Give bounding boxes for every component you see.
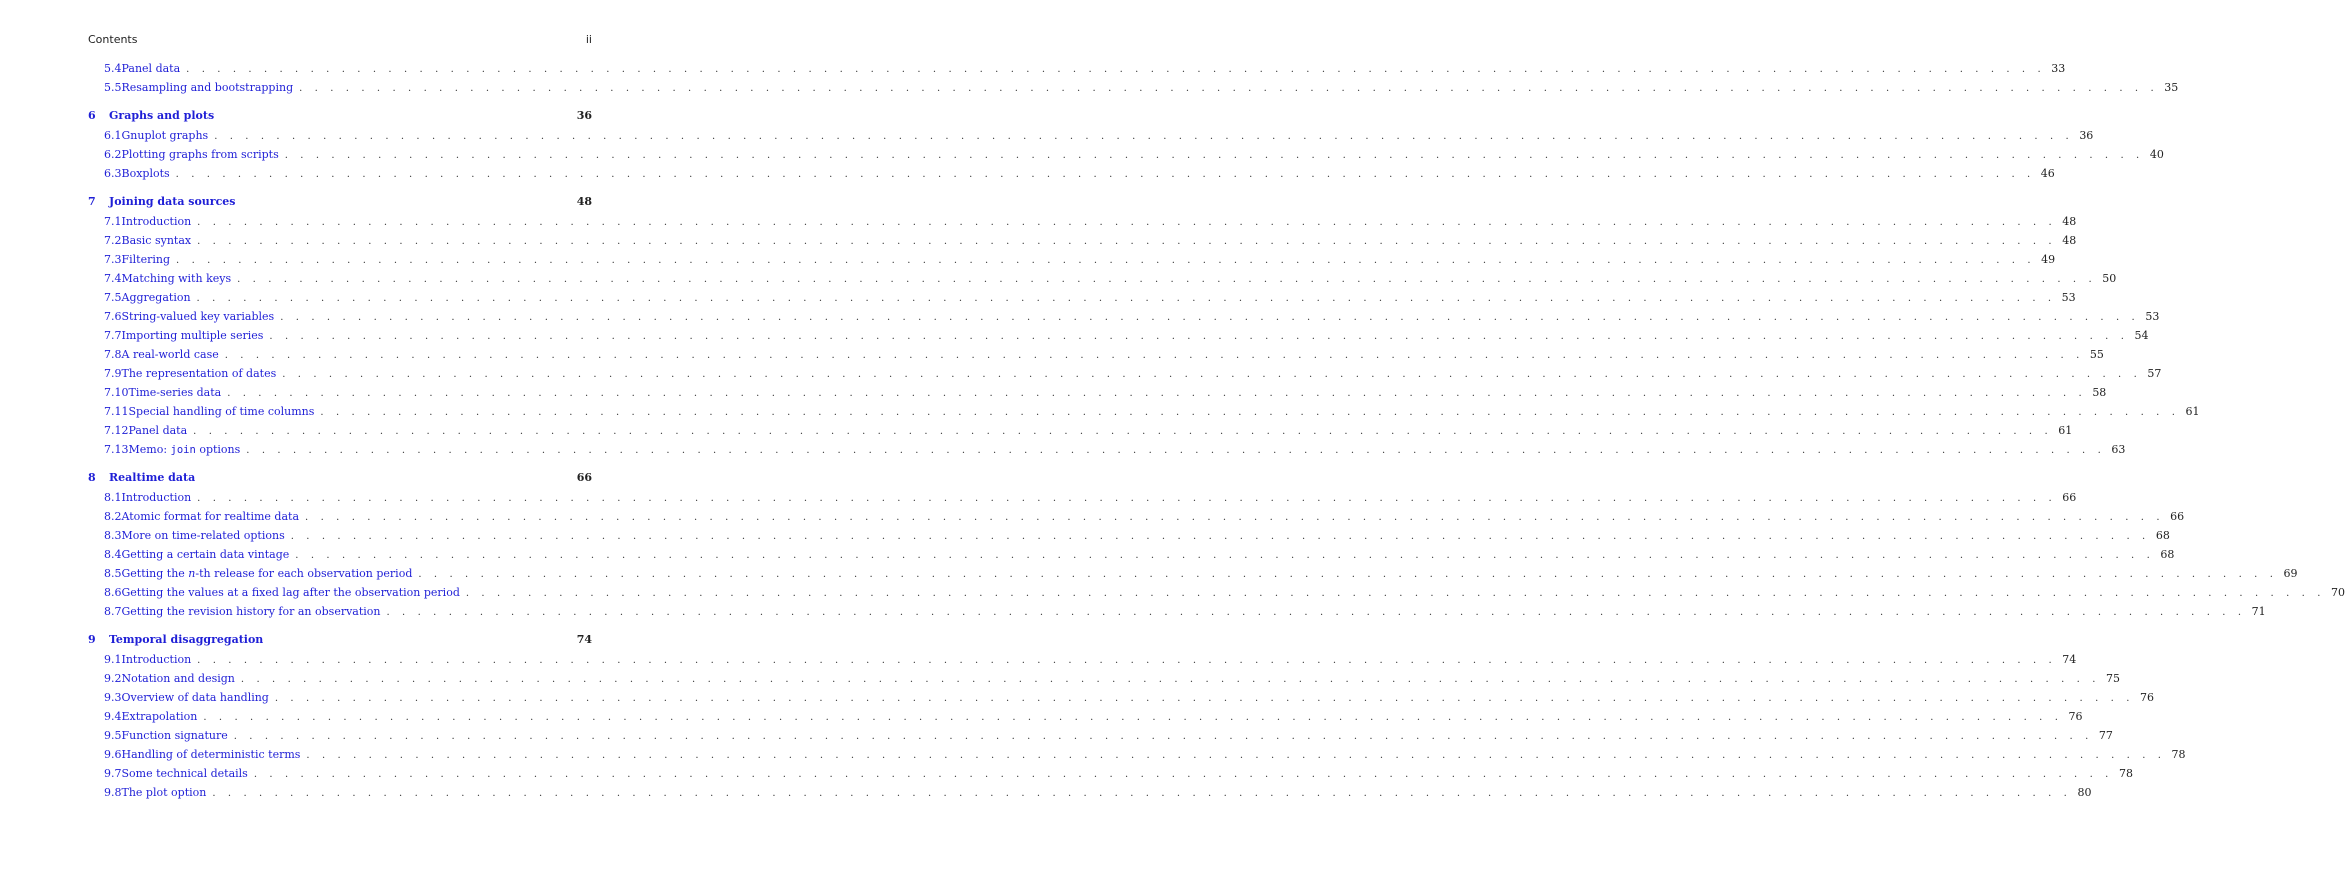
toc-section-entry[interactable] [88,691,2154,710]
section-title: String-valued key variables [121,310,275,323]
page-number: 50 [2102,272,2117,285]
section-title: Notation and design [121,672,235,685]
section-title: Memo: join options [128,443,241,456]
section-title: Introduction [121,215,192,228]
section-number: 9.5 [104,729,122,742]
section-number: 9.6 [104,748,122,761]
page-number: 68 [2160,548,2175,561]
section-number: 9.3 [104,691,122,704]
toc-chapter-entry[interactable] [88,195,592,215]
page-number: 58 [2092,386,2107,399]
toc-section-entry[interactable] [88,405,2200,424]
section-number: 8.2 [104,510,122,523]
section-title: Gnuplot graphs [121,129,209,142]
section-number: 7.11 [104,405,129,418]
toc-section-entry[interactable] [88,148,2164,167]
chapter-number: 7 [88,195,96,208]
toc-chapter-entry[interactable] [88,471,592,491]
section-title: Function signature [121,729,228,742]
section-title: Special handling of time columns [128,405,315,418]
dot-leader: . . . . . . . . . . . . . . . . . . . . . . . . . . . . . . . . . . . . . . . . . . . . . . . . . . . . . . . . . . . . . . . . . . . . . . . . . . . . . . . . . . . . . . . . . . . . . . . . . . . . . . . . . . . . . . . . . . . . . . . . [197,236,2057,247]
page-number: 33 [2051,62,2066,75]
section-title: Getting the revision history for an observation [121,605,381,618]
page-number: 53 [2061,291,2076,304]
dot-leader: . . . . . . . . . . . . . . . . . . . . . . . . . . . . . . . . . . . . . . . . . . . . . . . . . . . . . . . . . . . . . . . . . . . . . . . . . . . . . . . . . . . . . . . . . . . . . . . . . . . . . . . . . . . . . . . . . . . . . . . . [246,445,2106,456]
toc-chapter-block [88,471,2345,624]
chapter-number: 6 [88,109,96,122]
section-number: 7.4 [104,272,122,285]
section-title: Filtering [121,253,171,266]
section-number: 6.2 [104,148,122,161]
chapter-title: Realtime data [109,471,196,484]
chapter-title: Temporal disaggregation [109,633,264,646]
section-number: 6.1 [104,129,122,142]
page-number: 71 [2251,605,2266,618]
page-number: 78 [2118,767,2133,780]
page-number: 54 [2134,329,2149,342]
section-number: 9.4 [104,710,122,723]
toc-section-entry[interactable] [88,386,2107,405]
section-number: 9.7 [104,767,122,780]
toc-section-entry[interactable] [88,367,2162,386]
page-number: 75 [2106,672,2121,685]
section-title: Panel data [128,424,188,437]
section-number: 7.9 [104,367,122,380]
toc-section-entry[interactable] [88,310,2160,329]
toc-section-entry[interactable] [88,510,2185,529]
toc-section-entry[interactable] [88,767,2133,786]
section-title: Atomic format for realtime data [121,510,300,523]
dot-leader: . . . . . . . . . . . . . . . . . . . . . . . . . . . . . . . . . . . . . . . . . . . . . . . . . . . . . . . . . . . . . . . . . . . . . . . . . . . . . . . . . . . . . . . . . . . . . . . . . . . . . . . . . . . . . . . . . . . . . . . . [418,569,2278,580]
section-number: 8.3 [104,529,122,542]
toc-section-entry[interactable] [88,605,2266,624]
dot-leader: . . . . . . . . . . . . . . . . . . . . . . . . . . . . . . . . . . . . . . . . . . . . . . . . . . . . . . . . . . . . . . . . . . . . . . . . . . . . . . . . . . . . . . . . . . . . . . . . . . . . . . . . . . . . . . . . . . . . . . . . [196,293,2056,304]
section-number: 9.2 [104,672,122,685]
toc-section-entry[interactable] [88,215,2077,234]
page-number: 48 [2062,215,2077,228]
section-number: 8.6 [104,586,122,599]
section-number: 7.3 [104,253,122,266]
dot-leader: . . . . . . . . . . . . . . . . . . . . . . . . . . . . . . . . . . . . . . . . . . . . . . . . . . . . . . . . . . . . . . . . . . . . . . . . . . . . . . . . . . . . . . . . . . . . . . . . . . . . . . . . . . . . . . . . . . . . . . . . [227,388,2087,399]
toc-section-entry[interactable] [88,672,2121,691]
toc-section-entry[interactable] [88,586,2345,605]
toc-section-entry[interactable] [88,253,2056,272]
section-number: 7.13 [104,443,129,456]
section-number: 7.7 [104,329,122,342]
toc-chapter-block [88,109,2164,186]
toc-section-entry[interactable] [88,567,2298,586]
section-title: Getting a certain data vintage [121,548,290,561]
section-title: Some technical details [121,767,248,780]
chapter-number: 8 [88,471,96,484]
dot-leader: . . . . . . . . . . . . . . . . . . . . . . . . . . . . . . . . . . . . . . . . . . . . . . . . . . . . . . . . . . . . . . . . . . . . . . . . . . . . . . . . . . . . . . . . . . . . . . . . . . . . . . . . . . . . . . . . . . . . . . . . [284,150,2144,161]
dot-leader: . . . . . . . . . . . . . . . . . . . . . . . . . . . . . . . . . . . . . . . . . . . . . . . . . . . . . . . . . . . . . . . . . . . . . . . . . . . . . . . . . . . . . . . . . . . . . . . . . . . . . . . . . . . . . . . . . . . . . . . . [237,274,2097,285]
toc-section-entry[interactable] [88,272,2117,291]
toc-section-entry[interactable] [88,729,2113,748]
chapter-title: Graphs and plots [109,109,215,122]
dot-leader: . . . . . . . . . . . . . . . . . . . . . . . . . . . . . . . . . . . . . . . . . . . . . . . . . . . . . . . . . . . . . . . . . . . . . . . . . . . . . . . . . . . . . . . . . . . . . . . . . . . . . . . . . . . . . . . . . . . . . . . . [253,769,2113,780]
page-number: 74 [2062,653,2077,666]
page-number: 66 [576,471,592,484]
section-title: Getting the values at a fixed lag after the observation period [121,586,460,599]
header-title: Contents [88,33,138,46]
toc-section-entry[interactable] [88,653,2077,672]
header-page-number: ii [585,33,592,46]
page-number: 66 [2062,491,2077,504]
toc-section-entry[interactable] [88,529,2170,548]
chapter-title: Joining data sources [109,195,236,208]
section-title: The representation of dates [121,367,277,380]
toc-section-entry[interactable] [88,62,2066,81]
chapter-number: 9 [88,633,96,646]
section-number: 9.1 [104,653,122,666]
toc-section-entry[interactable] [88,491,2077,510]
section-number: 7.1 [104,215,122,228]
dot-leader: . . . . . . . . . . . . . . . . . . . . . . . . . . . . . . . . . . . . . . . . . . . . . . . . . . . . . . . . . . . . . . . . . . . . . . . . . . . . . . . . . . . . . . . . . . . . . . . . . . . . . . . . . . . . . . . . . . . . . . . . [193,426,2053,437]
section-title: More on time-related options [121,529,285,542]
dot-leader: . . . . . . . . . . . . . . . . . . . . . . . . . . . . . . . . . . . . . . . . . . . . . . . . . . . . . . . . . . . . . . . . . . . . . . . . . . . . . . . . . . . . . . . . . . . . . . . . . . . . . . . . . . . . . . . . . . . . . . . . [465,588,2325,599]
running-header [88,33,592,46]
toc-section-entry[interactable] [88,167,2055,186]
page-number: 48 [576,195,592,208]
toc-section-entry[interactable] [88,443,2126,462]
table-of-contents [88,62,2345,814]
dot-leader: . . . . . . . . . . . . . . . . . . . . . . . . . . . . . . . . . . . . . . . . . . . . . . . . . . . . . . . . . . . . . . . . . . . . . . . . . . . . . . . . . . . . . . . . . . . . . . . . . . . . . . . . . . . . . . . . . . . . . . . . [306,750,2166,761]
section-title: Importing multiple series [121,329,264,342]
section-title: Basic syntax [121,234,192,247]
toc-chapter-entry[interactable] [88,109,592,129]
page-number: 49 [2041,253,2056,266]
toc-section-entry[interactable] [88,748,2186,767]
page-number: 80 [2077,786,2092,799]
section-number: 8.5 [104,567,122,580]
toc-section-entry[interactable] [88,548,2175,567]
toc-section-entry[interactable] [88,786,2092,805]
page-number: 61 [2058,424,2073,437]
dot-leader: . . . . . . . . . . . . . . . . . . . . . . . . . . . . . . . . . . . . . . . . . . . . . . . . . . . . . . . . . . . . . . . . . . . . . . . . . . . . . . . . . . . . . . . . . . . . . . . . . . . . . . . . . . . . . . . . . . . . . . . . [203,712,2063,723]
page-number: 77 [2098,729,2113,742]
page-number: 35 [2164,81,2179,94]
page-number: 63 [2111,443,2126,456]
page-number: 76 [2068,710,2083,723]
page-number: 78 [2171,748,2186,761]
dot-leader: . . . . . . . . . . . . . . . . . . . . . . . . . . . . . . . . . . . . . . . . . . . . . . . . . . . . . . . . . . . . . . . . . . . . . . . . . . . . . . . . . . . . . . . . . . . . . . . . . . . . . . . . . . . . . . . . . . . . . . . . [295,550,2155,561]
section-number: 6.3 [104,167,122,180]
toc-section-entry[interactable] [88,348,2104,367]
page-number: 36 [576,109,592,122]
page-number: 74 [576,633,592,646]
section-title: Handling of deterministic terms [121,748,301,761]
page-number: 53 [2145,310,2160,323]
section-title: Extrapolation [121,710,198,723]
toc-section-entry[interactable] [88,81,2179,100]
section-number: 9.8 [104,786,122,799]
dot-leader: . . . . . . . . . . . . . . . . . . . . . . . . . . . . . . . . . . . . . . . . . . . . . . . . . . . . . . . . . . . . . . . . . . . . . . . . . . . . . . . . . . . . . . . . . . . . . . . . . . . . . . . . . . . . . . . . . . . . . . . . [197,217,2057,228]
section-title: Boxplots [121,167,170,180]
dot-leader: . . . . . . . . . . . . . . . . . . . . . . . . . . . . . . . . . . . . . . . . . . . . . . . . . . . . . . . . . . . . . . . . . . . . . . . . . . . . . . . . . . . . . . . . . . . . . . . . . . . . . . . . . . . . . . . . . . . . . . . . [299,83,2159,94]
section-number: 5.4 [104,62,122,75]
section-title: Resampling and bootstrapping [121,81,294,94]
section-number: 8.1 [104,491,122,504]
section-title: Matching with keys [121,272,232,285]
section-number: 5.5 [104,81,122,94]
dot-leader: . . . . . . . . . . . . . . . . . . . . . . . . . . . . . . . . . . . . . . . . . . . . . . . . . . . . . . . . . . . . . . . . . . . . . . . . . . . . . . . . . . . . . . . . . . . . . . . . . . . . . . . . . . . . . . . . . . . . . . . . [386,607,2246,618]
section-title: Panel data [121,62,181,75]
dot-leader: . . . . . . . . . . . . . . . . . . . . . . . . . . . . . . . . . . . . . . . . . . . . . . . . . . . . . . . . . . . . . . . . . . . . . . . . . . . . . . . . . . . . . . . . . . . . . . . . . . . . . . . . . . . . . . . . . . . . . . . . [274,693,2134,704]
section-title: Introduction [121,653,192,666]
page-number: 66 [2170,510,2185,523]
section-title: A real-world case [121,348,219,361]
dot-leader: . . . . . . . . . . . . . . . . . . . . . . . . . . . . . . . . . . . . . . . . . . . . . . . . . . . . . . . . . . . . . . . . . . . . . . . . . . . . . . . . . . . . . . . . . . . . . . . . . . . . . . . . . . . . . . . . . . . . . . . . [176,255,2036,266]
page-number: 70 [2330,586,2345,599]
page-number: 57 [2147,367,2162,380]
section-title: Plotting graphs from scripts [121,148,279,161]
section-title: Overview of data handling [121,691,269,704]
section-number: 8.7 [104,605,122,618]
page-number: 48 [2062,234,2077,247]
page-number: 55 [2089,348,2104,361]
toc-chapter-block [88,62,2179,100]
section-title: Getting the n-th release for each observation period [121,567,413,580]
dot-leader: . . . . . . . . . . . . . . . . . . . . . . . . . . . . . . . . . . . . . . . . . . . . . . . . . . . . . . . . . . . . . . . . . . . . . . . . . . . . . . . . . . . . . . . . . . . . . . . . . . . . . . . . . . . . . . . . . . . . . . . . [269,331,2129,342]
section-title: Time-series data [128,386,222,399]
section-number: 7.12 [104,424,129,437]
section-number: 7.2 [104,234,122,247]
dot-leader: . . . . . . . . . . . . . . . . . . . . . . . . . . . . . . . . . . . . . . . . . . . . . . . . . . . . . . . . . . . . . . . . . . . . . . . . . . . . . . . . . . . . . . . . . . . . . . . . . . . . . . . . . . . . . . . . . . . . . . . . [197,493,2057,504]
section-title: The plot option [121,786,207,799]
dot-leader: . . . . . . . . . . . . . . . . . . . . . . . . . . . . . . . . . . . . . . . . . . . . . . . . . . . . . . . . . . . . . . . . . . . . . . . . . . . . . . . . . . . . . . . . . . . . . . . . . . . . . . . . . . . . . . . . . . . . . . . . [197,655,2057,666]
section-number: 7.10 [104,386,129,399]
page-number: 36 [2079,129,2094,142]
dot-leader: . . . . . . . . . . . . . . . . . . . . . . . . . . . . . . . . . . . . . . . . . . . . . . . . . . . . . . . . . . . . . . . . . . . . . . . . . . . . . . . . . . . . . . . . . . . . . . . . . . . . . . . . . . . . . . . . . . . . . . . . [282,369,2142,380]
toc-chapter-block [88,195,2200,462]
page-number: 40 [2149,148,2164,161]
page-number: 61 [2185,405,2200,418]
page-number: 46 [2040,167,2055,180]
toc-section-entry[interactable] [88,424,2073,443]
toc-section-entry[interactable] [88,291,2076,310]
dot-leader: . . . . . . . . . . . . . . . . . . . . . . . . . . . . . . . . . . . . . . . . . . . . . . . . . . . . . . . . . . . . . . . . . . . . . . . . . . . . . . . . . . . . . . . . . . . . . . . . . . . . . . . . . . . . . . . . . . . . . . . . [175,169,2035,180]
toc-section-entry[interactable] [88,329,2149,348]
dot-leader: . . . . . . . . . . . . . . . . . . . . . . . . . . . . . . . . . . . . . . . . . . . . . . . . . . . . . . . . . . . . . . . . . . . . . . . . . . . . . . . . . . . . . . . . . . . . . . . . . . . . . . . . . . . . . . . . . . . . . . . . [233,731,2093,742]
dot-leader: . . . . . . . . . . . . . . . . . . . . . . . . . . . . . . . . . . . . . . . . . . . . . . . . . . . . . . . . . . . . . . . . . . . . . . . . . . . . . . . . . . . . . . . . . . . . . . . . . . . . . . . . . . . . . . . . . . . . . . . . [240,674,2101,685]
section-number: 8.4 [104,548,122,561]
dot-leader: . . . . . . . . . . . . . . . . . . . . . . . . . . . . . . . . . . . . . . . . . . . . . . . . . . . . . . . . . . . . . . . . . . . . . . . . . . . . . . . . . . . . . . . . . . . . . . . . . . . . . . . . . . . . . . . . . . . . . . . . [186,64,2046,75]
dot-leader: . . . . . . . . . . . . . . . . . . . . . . . . . . . . . . . . . . . . . . . . . . . . . . . . . . . . . . . . . . . . . . . . . . . . . . . . . . . . . . . . . . . . . . . . . . . . . . . . . . . . . . . . . . . . . . . . . . . . . . . . [212,788,2072,799]
section-title: Aggregation [121,291,191,304]
section-number: 7.8 [104,348,122,361]
dot-leader: . . . . . . . . . . . . . . . . . . . . . . . . . . . . . . . . . . . . . . . . . . . . . . . . . . . . . . . . . . . . . . . . . . . . . . . . . . . . . . . . . . . . . . . . . . . . . . . . . . . . . . . . . . . . . . . . . . . . . . . . [224,350,2084,361]
toc-chapter-block [88,633,2186,805]
section-number: 7.5 [104,291,122,304]
page-number: 76 [2139,691,2154,704]
page-number: 68 [2155,529,2170,542]
dot-leader: . . . . . . . . . . . . . . . . . . . . . . . . . . . . . . . . . . . . . . . . . . . . . . . . . . . . . . . . . . . . . . . . . . . . . . . . . . . . . . . . . . . . . . . . . . . . . . . . . . . . . . . . . . . . . . . . . . . . . . . . [320,407,2180,418]
dot-leader: . . . . . . . . . . . . . . . . . . . . . . . . . . . . . . . . . . . . . . . . . . . . . . . . . . . . . . . . . . . . . . . . . . . . . . . . . . . . . . . . . . . . . . . . . . . . . . . . . . . . . . . . . . . . . . . . . . . . . . . . [214,131,2074,142]
toc-section-entry[interactable] [88,129,2094,148]
page-number: 69 [2283,567,2298,580]
dot-leader: . . . . . . . . . . . . . . . . . . . . . . . . . . . . . . . . . . . . . . . . . . . . . . . . . . . . . . . . . . . . . . . . . . . . . . . . . . . . . . . . . . . . . . . . . . . . . . . . . . . . . . . . . . . . . . . . . . . . . . . . [280,312,2140,323]
dot-leader: . . . . . . . . . . . . . . . . . . . . . . . . . . . . . . . . . . . . . . . . . . . . . . . . . . . . . . . . . . . . . . . . . . . . . . . . . . . . . . . . . . . . . . . . . . . . . . . . . . . . . . . . . . . . . . . . . . . . . . . . [290,531,2150,542]
section-title: Introduction [121,491,192,504]
section-number: 7.6 [104,310,122,323]
toc-chapter-entry[interactable] [88,633,592,653]
toc-section-entry[interactable] [88,710,2083,729]
dot-leader: . . . . . . . . . . . . . . . . . . . . . . . . . . . . . . . . . . . . . . . . . . . . . . . . . . . . . . . . . . . . . . . . . . . . . . . . . . . . . . . . . . . . . . . . . . . . . . . . . . . . . . . . . . . . . . . . . . . . . . . . [305,512,2165,523]
toc-section-entry[interactable] [88,234,2077,253]
